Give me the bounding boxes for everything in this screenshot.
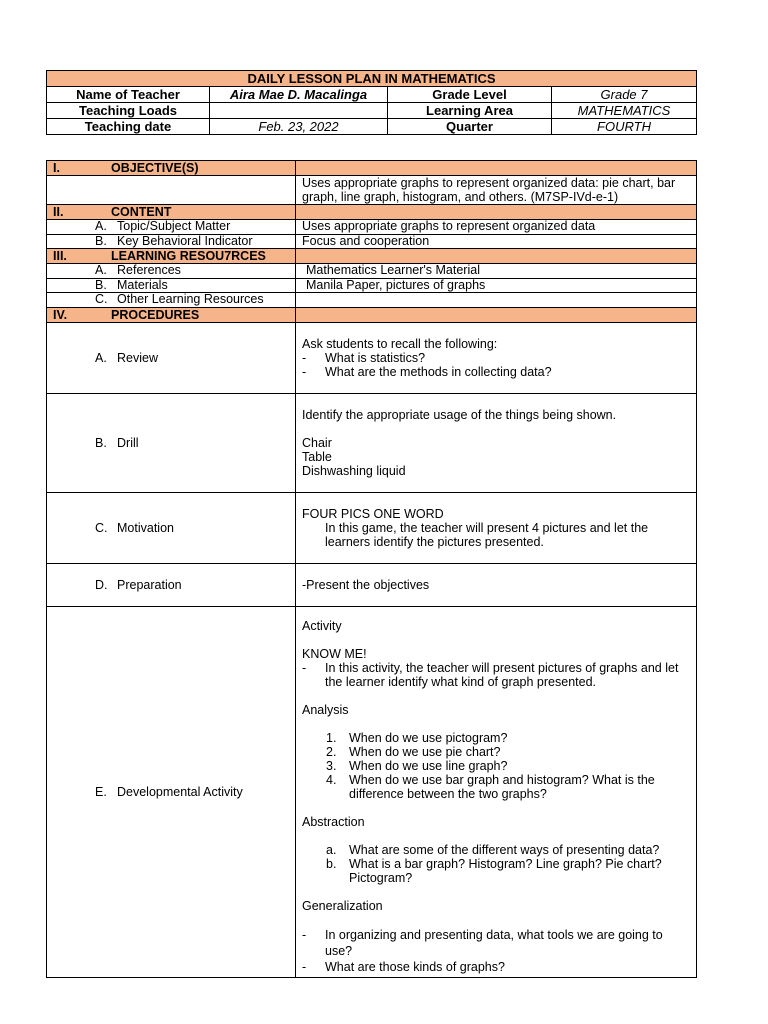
section-procedures [47, 307, 697, 322]
letter-marker: b. [326, 856, 337, 871]
motivation-title: FOUR PICS ONE WORD [302, 506, 444, 521]
teacher-value: Aira Mae D. Macalinga [210, 87, 388, 103]
content-row-a [47, 220, 697, 235]
lesson-plan-table [46, 160, 697, 978]
list-item: Chair [302, 435, 332, 450]
section-title: OBJECTIVE(S) [111, 161, 199, 175]
header-table [46, 70, 697, 135]
content-row-b [47, 234, 697, 249]
dash-marker: - [302, 660, 307, 675]
other-resources-value [296, 293, 697, 308]
section-resources [47, 249, 697, 264]
activity-title: KNOW ME! [302, 646, 367, 661]
materials-label: Materials [117, 277, 168, 292]
item-letter: B. [95, 277, 107, 292]
section-number: II. [53, 205, 64, 219]
section-objectives [47, 161, 697, 176]
list-item: 4. When do we use bar graph and histogram? What is the difference between the two graphs? [326, 772, 655, 801]
item-letter: E. [95, 784, 107, 799]
preparation-label: Preparation [117, 577, 182, 592]
topic-label: Topic/Subject Matter [117, 219, 231, 233]
review-row [47, 322, 697, 393]
references-value: Mathematics Learner's Material [296, 264, 697, 279]
list-item: - What are those kinds of graphs? [302, 959, 505, 974]
item-letter: B. [95, 233, 107, 248]
section-title: LEARNING RESOU7RCES [111, 249, 266, 263]
preparation-row [47, 563, 697, 606]
list-item: 3. When do we use line graph? [326, 758, 508, 773]
dash-marker: - [302, 364, 307, 379]
quarter-label: Quarter [388, 119, 552, 135]
developmental-label: Developmental Activity [117, 784, 243, 799]
section-title: PROCEDURES [111, 307, 200, 322]
review-label: Review [117, 350, 158, 365]
analysis-heading: Analysis [302, 702, 349, 717]
area-value: MATHEMATICS [552, 103, 697, 119]
item-letter: C. [95, 520, 108, 535]
document-title: DAILY LESSON PLAN IN MATHEMATICS [47, 71, 697, 87]
list-item: Table [302, 449, 332, 464]
grade-value: Grade 7 [552, 87, 697, 103]
date-value: Feb. 23, 2022 [210, 119, 388, 135]
kbi-value: Focus and cooperation [296, 234, 697, 249]
number-marker: 1. [326, 730, 337, 745]
dash-marker: - [302, 959, 307, 974]
item-letter: A. [95, 219, 107, 233]
objectives-text: Uses appropriate graphs to represent organized data: pie chart, bar graph, line graph, histogram, and others. (M7SP-IVd-e-1) [296, 176, 697, 205]
loads-value [210, 103, 388, 119]
area-label: Learning Area [388, 103, 552, 119]
item-letter: B. [95, 435, 107, 450]
list-item: Dishwashing liquid [302, 463, 406, 478]
section-number: III. [53, 249, 67, 263]
item-letter: A. [95, 263, 107, 277]
materials-value: Manila Paper, pictures of graphs [296, 278, 697, 293]
section-content [47, 205, 697, 220]
loads-label: Teaching Loads [47, 103, 210, 119]
section-number: I. [53, 161, 60, 175]
abstraction-heading: Abstraction [302, 814, 365, 829]
resources-row-a [47, 264, 697, 279]
resources-row-c [47, 293, 697, 308]
drill-intro: Identify the appropriate usage of the things being shown. [302, 407, 617, 422]
section-title: CONTENT [111, 205, 172, 219]
resources-row-b [47, 278, 697, 293]
number-marker: 2. [326, 744, 337, 759]
section-number: IV. [53, 307, 68, 322]
kbi-label: Key Behavioral Indicator [117, 233, 253, 248]
list-item: - What is statistics? [302, 350, 426, 365]
preparation-text: -Present the objectives [296, 563, 697, 606]
date-label: Teaching date [47, 119, 210, 135]
item-letter: A. [95, 350, 107, 365]
item-letter: D. [95, 577, 108, 592]
list-item: - What are the methods in collecting data? [302, 364, 552, 379]
objectives-row [47, 176, 697, 205]
generalization-heading: Generalization [302, 898, 383, 913]
list-item: - In this activity, the teacher will present pictures of graphs and let the learner identify what kind of graph presented. [302, 660, 679, 689]
topic-value: Uses appropriate graphs to represent organized data [296, 220, 697, 235]
list-item: 1. When do we use pictogram? [326, 730, 508, 745]
letter-marker: a. [326, 842, 337, 857]
list-item: a. What are some of the different ways of presenting data? [326, 842, 660, 857]
other-resources-label: Other Learning Resources [117, 292, 264, 306]
list-item: b. What is a bar graph? Histogram? Line graph? Pie chart? Pictogram? [326, 856, 662, 885]
activity-heading: Activity [302, 618, 342, 633]
review-intro: Ask students to recall the following: [302, 336, 498, 351]
motivation-row [47, 492, 697, 563]
number-marker: 3. [326, 758, 337, 773]
dash-marker: - [302, 350, 307, 365]
motivation-text: In this game, the teacher will present 4 pictures and let the learners identify the pictures presented. [325, 520, 649, 549]
teacher-label: Name of Teacher [47, 87, 210, 103]
drill-row [47, 393, 697, 492]
list-item: - In organizing and presenting data, what tools we are going to use? [302, 927, 663, 958]
number-marker: 4. [326, 772, 337, 787]
list-item: 2. When do we use pie chart? [326, 744, 501, 759]
grade-label: Grade Level [388, 87, 552, 103]
drill-label: Drill [117, 435, 139, 450]
item-letter: C. [95, 292, 108, 306]
motivation-label: Motivation [117, 520, 174, 535]
quarter-value: FOURTH [552, 119, 697, 135]
developmental-row [47, 606, 697, 977]
references-label: References [117, 263, 181, 277]
dash-marker: - [302, 927, 307, 942]
